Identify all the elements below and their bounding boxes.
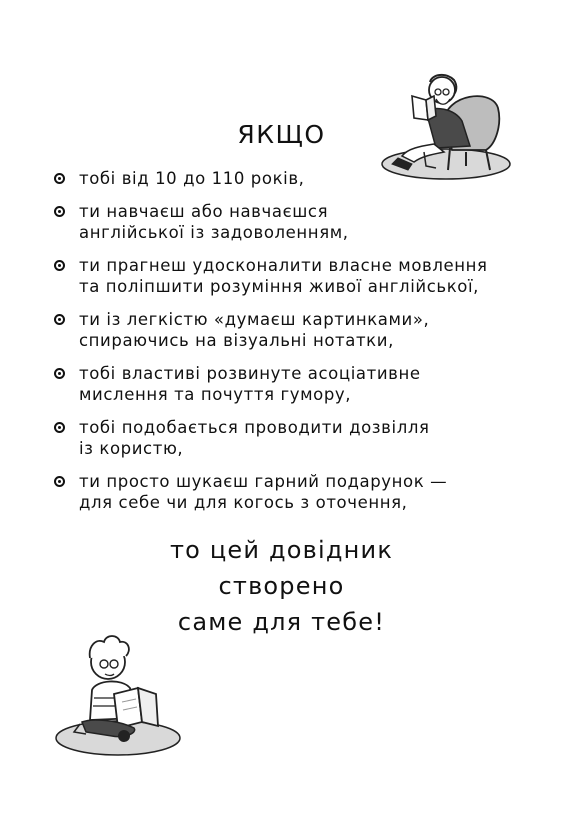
list-item xyxy=(50,309,520,351)
list-item-text: ти навчаєш або навчаєшся англійської із задоволенням, xyxy=(79,202,349,242)
list-item-text: тобі подобається проводити дозвілля із користю, xyxy=(79,418,430,458)
list-item xyxy=(50,417,520,459)
bullet-ring-icon xyxy=(54,260,65,271)
conclusion-block xyxy=(0,532,563,640)
conclusion-line: саме для тебе! xyxy=(177,608,386,636)
list-item xyxy=(50,363,520,405)
list-item xyxy=(50,168,520,189)
list-item xyxy=(50,255,520,297)
bullet-ring-icon xyxy=(54,476,65,487)
bullet-ring-icon xyxy=(54,422,65,433)
bullet-ring-icon xyxy=(54,173,65,184)
conditions-list xyxy=(50,168,520,525)
list-item-text: ти прагнеш удосконалити власне мовлення та поліпшити розуміння живої англійської, xyxy=(79,256,488,296)
conclusion-line: то цей довідник xyxy=(169,536,394,564)
conclusion-line: створено xyxy=(218,572,345,600)
list-item-text: тобі властиві розвинуте асоціативне мислення та почуття гумору, xyxy=(79,364,421,404)
list-item xyxy=(50,471,520,513)
list-item-text: ти просто шукаєш гарний подарунок — для себе чи для когось з оточення, xyxy=(79,472,448,512)
bullet-ring-icon xyxy=(54,368,65,379)
boy-reading-book-icon xyxy=(52,628,188,758)
list-item-text: ти із легкістю «думаєш картинками», спираючись на візуальні нотатки, xyxy=(79,310,430,350)
list-item xyxy=(50,201,520,243)
list-item-text: тобі від 10 до 110 років, xyxy=(79,169,305,188)
page-title: ЯКЩО xyxy=(237,120,326,149)
bullet-ring-icon xyxy=(54,314,65,325)
bullet-ring-icon xyxy=(54,206,65,217)
